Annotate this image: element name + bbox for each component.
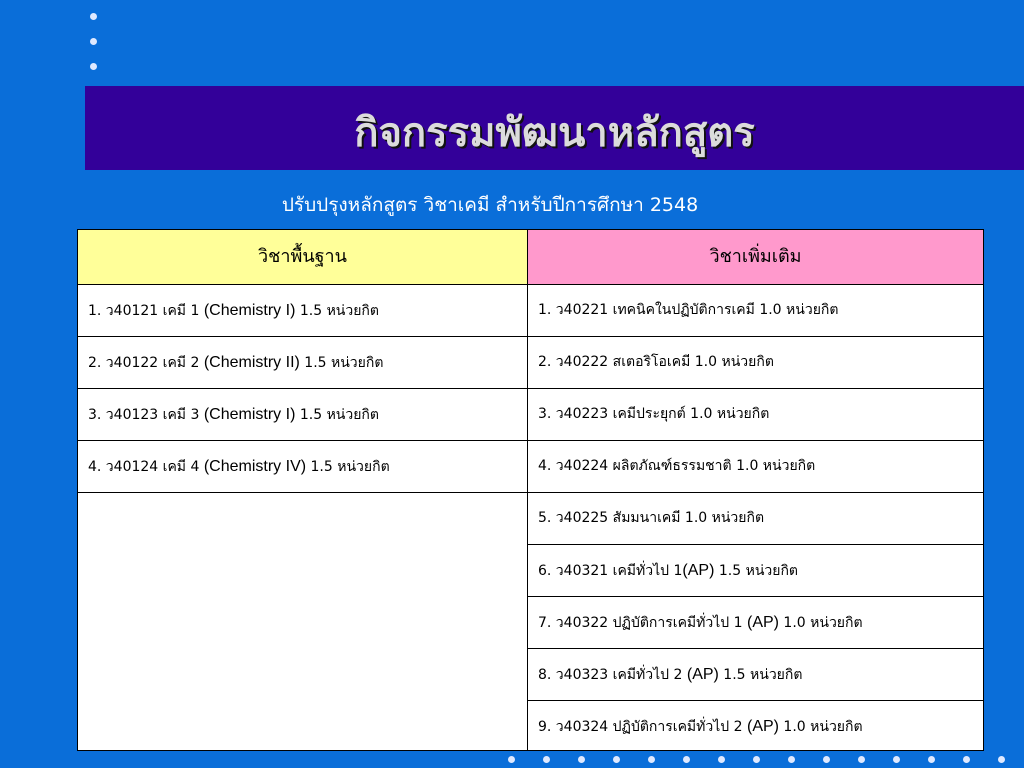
course-english-name: (Chemistry IV) <box>203 458 307 475</box>
table-row <box>528 701 983 752</box>
course-english-name: (AP) <box>682 562 715 579</box>
course-english-name: (Chemistry I) <box>203 302 296 319</box>
decor-dot <box>90 63 97 70</box>
course-credits: 1.5 หน่วยกิต <box>295 407 380 423</box>
course-english-name: (Chemistry I) <box>203 406 296 423</box>
course-english-name: (AP) <box>746 718 779 735</box>
course-text: 4. ว40124 เคมี 4 <box>88 459 204 475</box>
course-text: 1. ว40221 เทคนิคในปฏิบัติการเคมี 1.0 หน่วยกิต <box>538 302 839 318</box>
curriculum-table <box>77 229 984 751</box>
decor-dot <box>718 756 725 763</box>
table-row <box>528 493 983 545</box>
course-english-name: (Chemistry II) <box>203 354 300 371</box>
table-row <box>528 441 983 493</box>
decor-dot <box>90 38 97 45</box>
course-credits: 1.5 หน่วยกิต <box>295 303 380 319</box>
course-credits: 1.5 หน่วยกิต <box>306 459 390 475</box>
decor-dot <box>823 756 830 763</box>
course-text: 1. ว40121 เคมี 1 <box>88 303 204 319</box>
table-row <box>528 389 983 441</box>
decor-dot <box>613 756 620 763</box>
table-row <box>78 285 527 337</box>
course-text: 2. ว40122 เคมี 2 <box>88 355 204 371</box>
decor-dot <box>543 756 550 763</box>
basic-subjects-header: วิชาพื้นฐาน <box>78 230 527 285</box>
course-text: 2. ว40222 สเตอริโอเคมี 1.0 หน่วยกิต <box>538 354 774 370</box>
table-row <box>78 441 527 493</box>
table-row <box>528 545 983 597</box>
table-row <box>528 285 983 337</box>
course-text: 6. ว40321 เคมีทั่วไป 1 <box>538 563 683 579</box>
course-text: 3. ว40123 เคมี 3 <box>88 407 204 423</box>
decor-dot <box>90 13 97 20</box>
course-text: 8. ว40323 เคมีทั่วไป 2 <box>538 667 687 683</box>
decor-dot <box>753 756 760 763</box>
course-credits: 1.0 หน่วยกิต <box>778 719 863 735</box>
slide-title: กิจกรรมพัฒนาหลักสูตร <box>354 109 755 156</box>
decor-dot <box>928 756 935 763</box>
course-text: 5. ว40225 สัมมนาเคมี 1.0 หน่วยกิต <box>538 510 765 526</box>
basic-subjects-column <box>78 230 528 750</box>
course-credits: 1.5 หน่วยกิต <box>714 563 799 579</box>
decor-dot <box>963 756 970 763</box>
table-row <box>78 389 527 441</box>
course-english-name: (AP) <box>746 614 779 631</box>
course-text: 4. ว40224 ผลิตภัณฑ์ธรรมชาติ 1.0 หน่วยกิต <box>538 458 816 474</box>
additional-subjects-column <box>528 230 983 750</box>
table-row <box>528 649 983 701</box>
decor-dot <box>788 756 795 763</box>
course-text: 3. ว40223 เคมีประยุกต์ 1.0 หน่วยกิต <box>538 406 770 422</box>
table-row <box>528 597 983 649</box>
slide-subtitle: ปรับปรุงหลักสูตร วิชาเคมี สำหรับปีการศึกษา 2548 <box>281 194 699 216</box>
title-band <box>85 86 1024 170</box>
course-credits: 1.0 หน่วยกิต <box>778 615 863 631</box>
decor-dot <box>893 756 900 763</box>
decor-dot <box>578 756 585 763</box>
course-credits: 1.5 หน่วยกิต <box>718 667 803 683</box>
additional-subjects-header: วิชาเพิ่มเติม <box>528 230 983 285</box>
table-row <box>528 337 983 389</box>
course-credits: 1.5 หน่วยกิต <box>299 355 384 371</box>
course-text: 7. ว40322 ปฏิบัติการเคมีทั่วไป 1 <box>538 615 747 631</box>
decor-dot <box>683 756 690 763</box>
table-row <box>78 337 527 389</box>
decor-dot <box>508 756 515 763</box>
decor-dot <box>858 756 865 763</box>
course-text: 9. ว40324 ปฏิบัติการเคมีทั่วไป 2 <box>538 719 747 735</box>
course-english-name: (AP) <box>686 666 719 683</box>
decor-dot <box>648 756 655 763</box>
decor-dot <box>998 756 1005 763</box>
